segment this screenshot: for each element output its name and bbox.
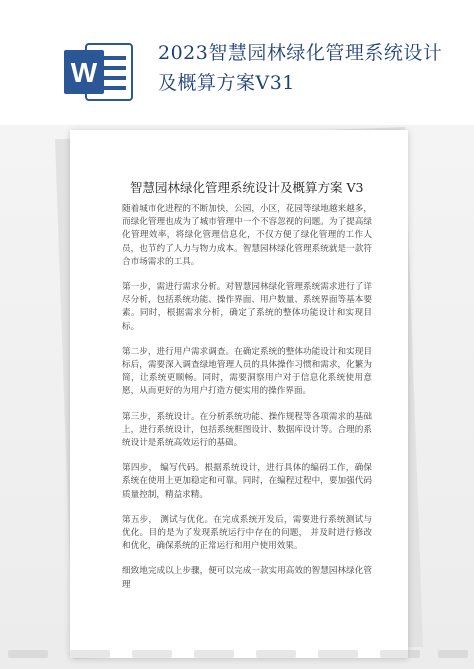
paragraph-conclusion: 细致地完成以上步骤，便可以完成一款实用高效的智慧园林绿化管理 [122, 566, 372, 590]
header-banner [0, 0, 474, 125]
paragraph-step-5: 第五步， 测试与优化。在完成系统开发后，需要进行系统测试与优化。目的是为了发现系统运行中存在的问题， 并及时进行修改和优化，确保系统的正常运行和用户使用效果。 [122, 514, 372, 552]
document-page [70, 130, 408, 658]
document-title: 智慧园林绿化管理系统设计及概算方案 V3 [130, 180, 364, 195]
word-icon-letter: W [70, 57, 98, 88]
paragraph-step-3: 第三步，系统设计。在分析系统功能、操作规程等各项需求的基础上，进行系统设计，包括系统框图设计、数据库设计等。合理的系统设计是系统高效运行的基础。 [122, 411, 372, 449]
word-document-icon [62, 40, 136, 104]
paragraph-step-4: 第四步， 编写代码。根据系统设计，进行具体的编码工作，确保系统在使用上更加稳定和可靠。同时，在编程过程中，要加强代码质量控制，精益求精。 [122, 463, 372, 500]
paragraph-intro: 随着城市化进程的不断加快，公园，小区，花园等绿地越来越多，而绿化管理也成为了城市管理中一个不容忽视的问题。为了提高绿化管理效率，将绿化管理信息化，不仅方便了绿化管理的工作人员，也节约了人力与物力成本。智慧园林绿化管理系统就是一款符合市场需求的工具。 [122, 204, 372, 267]
paragraph-step-2: 第二步，进行用户需求调查。在确定系统的整体功能设计和实现目标后，需要深入调查绿地管理人员的具体操作习惯和需求，化繁为简，让系统更顺畅。同时，需要洞察用户对于信息化系统使用意愿，从而更好的为用户打造方便实用的操作界面。 [122, 346, 372, 397]
document-body [122, 203, 372, 604]
paragraph-step-1: 第一步，需进行需求分析。对智慧园林绿化管理系统需求进行了详尽分析，包括系统功能、操作界面、用户数量、系统界面等基本要素。同时，根据需求分析，确定了系统的整体功能设计和实现目标。 [122, 282, 372, 332]
watermark-pattern [0, 628, 474, 669]
page-title: 2023智慧园林绿化管理系统设计及概算方案V31 [158, 42, 443, 94]
